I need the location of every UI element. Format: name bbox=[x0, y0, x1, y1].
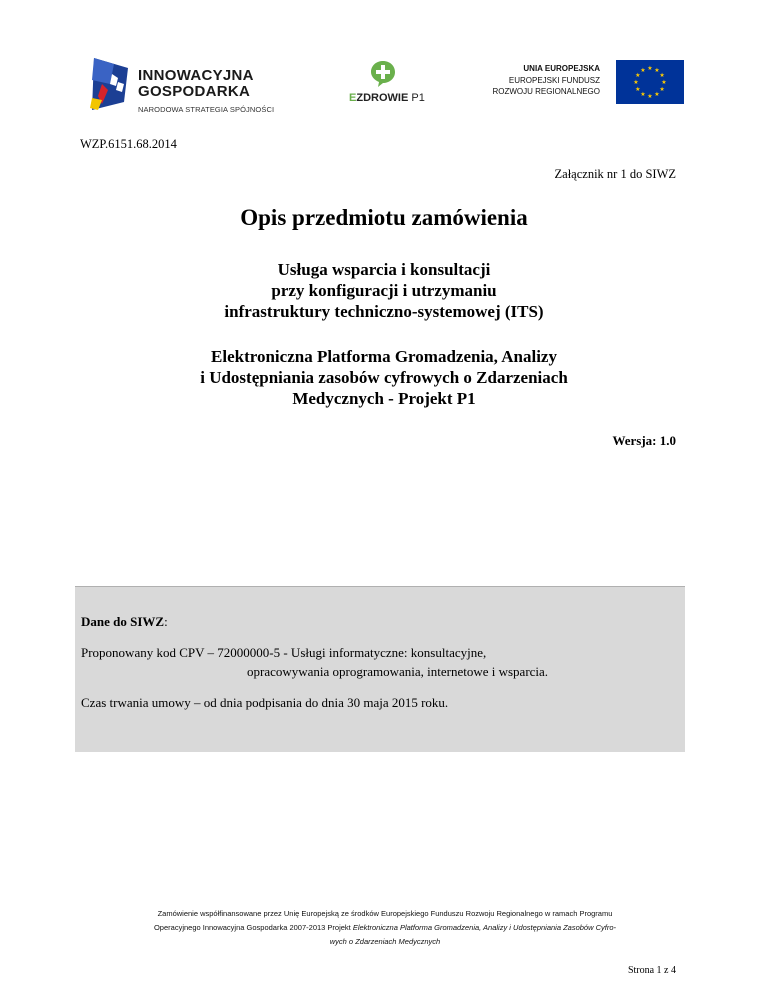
service-subtitle-line: infrastruktury techniczno-systemowej (ITS) bbox=[224, 302, 544, 321]
innowacyjna-gospodarka-icon bbox=[88, 54, 136, 114]
eu-star-icon: ★ bbox=[635, 73, 641, 79]
eu-star-icon: ★ bbox=[647, 94, 653, 100]
eu-star-icon: ★ bbox=[635, 87, 641, 93]
funding-footer bbox=[80, 907, 690, 949]
document-title: Opis przedmiotu zamówienia bbox=[240, 205, 528, 230]
siwz-data-box bbox=[75, 586, 685, 752]
eu-star-icon: ★ bbox=[640, 67, 646, 74]
eu-star-icon: ★ bbox=[633, 80, 639, 86]
eu-line-rozwoju: ROZWOJU REGIONALNEGO bbox=[492, 87, 600, 96]
eu-line-fundusz: EUROPEJSKI FUNDUSZ bbox=[508, 76, 600, 85]
eu-flag-icon bbox=[616, 60, 684, 104]
eu-star-icon: ★ bbox=[659, 73, 665, 79]
logo-line-innowacyjna: INNOWACYJNA bbox=[138, 67, 254, 84]
document-reference: WZP.6151.68.2014 bbox=[80, 137, 177, 151]
eu-star-icon: ★ bbox=[659, 87, 665, 93]
innowacyjna-gospodarka-logo bbox=[88, 52, 288, 116]
eu-star-icon: ★ bbox=[654, 67, 660, 74]
logo-line-strategia: NARODOWA STRATEGIA SPÓJNOŚCI bbox=[138, 105, 275, 114]
cpv-code-line: Proponowany kod CPV – 72000000-5 - Usługi informatyczne: konsultacyjne, bbox=[81, 645, 487, 660]
cpv-code-continuation: opracowywania oprogramowania, internetowe i wsparcia. bbox=[247, 664, 549, 679]
eu-fund-logo bbox=[486, 52, 686, 112]
footer-line: Operacyjnego Innowacyjna Gospodarka 2007-2013 Projekt Elektroniczna Platforma Gromadzenia, Analizy i Udostępniania Zasobów Cyfro- bbox=[153, 923, 617, 932]
service-subtitle bbox=[0, 259, 768, 322]
eu-line-unia: UNIA EUROPEJSKA bbox=[523, 64, 600, 73]
eu-star-icon: ★ bbox=[640, 92, 646, 99]
platform-subtitle-line: Elektroniczna Platforma Gromadzenia, Analizy bbox=[211, 347, 557, 366]
health-cross-icon bbox=[370, 60, 396, 88]
siwz-heading: Dane do SIWZ: bbox=[81, 614, 168, 629]
platform-subtitle bbox=[0, 346, 768, 409]
platform-subtitle-line: i Udostępniania zasobów cyfrowych o Zdarzeniach bbox=[200, 368, 568, 387]
version-label: Wersja: 1.0 bbox=[612, 433, 676, 448]
ezdrowie-text: EZDROWIE P1 bbox=[349, 92, 425, 104]
platform-subtitle-line: Medycznych - Projekt P1 bbox=[292, 389, 476, 408]
footer-line: wych o Zdarzeniach Medycznych bbox=[329, 937, 441, 946]
annex-label: Załącznik nr 1 do SIWZ bbox=[554, 167, 676, 181]
logo-line-gospodarka: GOSPODARKA bbox=[138, 83, 251, 100]
eu-star-icon: ★ bbox=[661, 80, 667, 86]
eu-star-icon: ★ bbox=[647, 66, 653, 72]
page-number: Strona 1 z 4 bbox=[627, 965, 676, 976]
ezdrowie-p1-logo bbox=[344, 60, 424, 110]
eu-star-icon: ★ bbox=[654, 92, 660, 99]
contract-duration: Czas trwania umowy – od dnia podpisania do dnia 30 maja 2015 roku. bbox=[81, 695, 449, 710]
service-subtitle-line: przy konfiguracji i utrzymaniu bbox=[271, 281, 497, 300]
footer-line: Zamówienie współfinansowane przez Unię Europejską ze środków Europejskiego Funduszu Rozwoju Regionalnego w ramach Programu bbox=[157, 909, 613, 918]
service-subtitle-line: Usługa wsparcia i konsultacji bbox=[277, 260, 491, 279]
